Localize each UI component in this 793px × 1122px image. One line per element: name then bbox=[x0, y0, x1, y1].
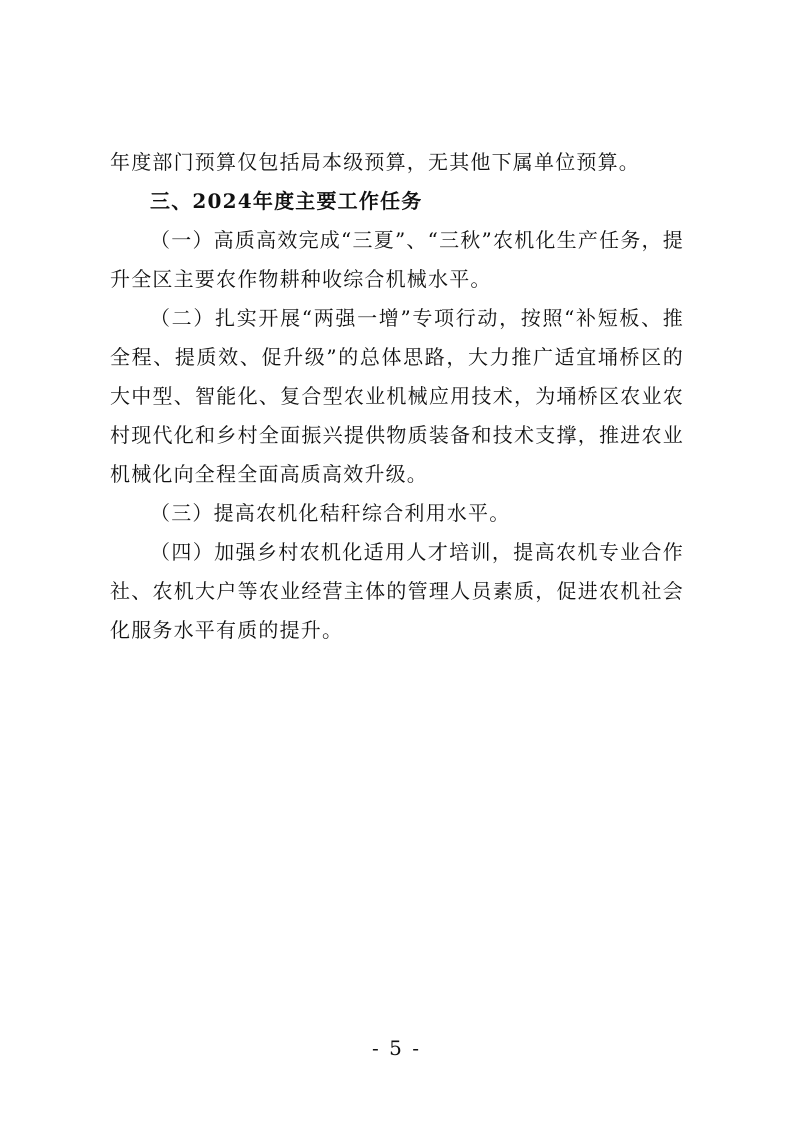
paragraph-task-3: （三）提高农机化秸秆综合利用水平。 bbox=[150, 501, 511, 525]
body-text bbox=[110, 143, 684, 650]
paragraph-task-1: （一）高质高效完成“三夏”、“三秋”农机化生产任务，提升全区主要农作物耕种收综合机械水平。 bbox=[110, 228, 684, 291]
paragraph-task-4: （四）加强乡村农机化适用人才培训，提高农机专业合作社、农机大户等农业经营主体的管理人员素质，促进农机社会化服务水平有质的提升。 bbox=[110, 540, 684, 642]
paragraph-budget-scope: 年度部门预算仅包括局本级预算，无其他下属单位预算。 bbox=[110, 150, 640, 174]
section-heading-2024-tasks: 三、2024年度主要工作任务 bbox=[150, 189, 423, 213]
page-number: - 5 - bbox=[372, 1036, 421, 1060]
paragraph-task-2: （二）扎实开展“两强一增”专项行动，按照“补短板、推全程、提质效、促升级”的总体思路，大力推广适宜埇桥区的大中型、智能化、复合型农业机械应用技术，为埇桥区农业农村现代化和乡村全面振兴提供物质装备和技术支撑，推进农业机械化向全程全面高质高效升级。 bbox=[110, 306, 684, 486]
